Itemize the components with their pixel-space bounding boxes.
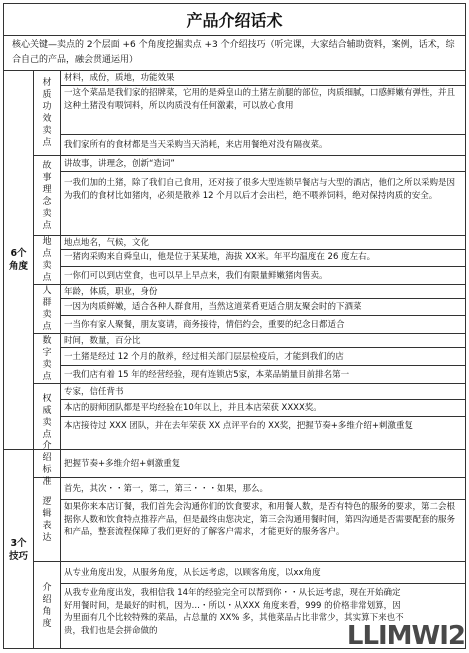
row-numbers-keywords: 时间，数量，百分比 [61, 334, 465, 348]
row-numbers-experience: 一我们店有着 15 年的经营经验，现有连锁店5家，本菜品销量目前排名第一 [61, 366, 465, 384]
category-standard: 介绍标准 [34, 450, 61, 478]
row-material-freshness: 我们家所有的食材都是当天采购当天消耗，来店用餐绝对没有隔夜菜。 [61, 135, 465, 156]
row-people-occasions: 一当你有家人聚餐，朋友宴请，商务接待，情侣约会，重要的纪念日都适合 [61, 316, 465, 334]
group-three-skills [4, 450, 34, 649]
group-three-skills-line2: 技巧 [8, 550, 28, 562]
row-angle-example: 从我专业角度出发，我相信我 14年的经验完全可以帮到你・・从长远考虑，现在开始确定好用餐时间，是最好的时机，因为…・所以・从XXX 角度来看，999 的价格非常划算，因为里面有几个比较特殊的菜品，占总量的 XX% 多，其他菜品占比非常少，其实算下来也不贵，我们也是会拼命做的 [64, 588, 404, 636]
row-angle-keywords: 从专业角度出发，从服务角度，从长远考虑，以顾客角度，以xx角度 [61, 562, 465, 584]
category-material: 材质功效卖点 [34, 71, 61, 156]
row-authority-awards: 本店接待过 XXX 团队，并在去年荣获 XX 点评平台的 XX奖，把握节奏+多维介绍+刺激重复 [61, 417, 465, 450]
watermark-logo: LLIMWI2 [346, 621, 465, 651]
row-material-example: 一这个菜品是我们家的招牌菜，它用的是舜皇山的土猪左前腿的部位，肉质细腻，口感鲜嫩有弹性，并且这种土猪没有喂饲料，所以肉质没有任何激素，可以放心食用 [61, 86, 465, 135]
row-people-example: 一因为肉质鲜嫩，适合各种人群食用，当然这道菜肴更适合朋友聚会时的下酒菜 [61, 299, 465, 316]
group-six-angles-line1: 6个 [10, 248, 27, 259]
row-region-keywords: 地点地名，气候，文化 [61, 236, 465, 250]
category-authority: 权威卖点 [34, 384, 61, 450]
row-authority-chefs: 本店的厨师团队都是平均经验在10年以上，并且本店荣获 XXXX奖。 [61, 400, 465, 417]
category-angle: 介绍角度 [34, 562, 61, 649]
category-people: 人群卖点 [34, 285, 61, 334]
row-logic-connectives: 首先，其次・・第一，第二，第三・・・如果，那么。 [61, 478, 465, 500]
row-people-keywords: 年龄，体质，职业，身份 [61, 285, 465, 299]
row-logic-example: 如果你来本店订餐，我们首先会沟通你们的饮食要求，和用餐人数，是否有特色的服务的要求，第二会根据你人数和饮食特点推荐产品，但是最终由您决定，第三会沟通用餐时间，第四沟通是否需要配套的服务和产品，整套流程保障了我们更好的了解客户需求，才能更好的服务客户。 [61, 500, 465, 562]
row-region-example: 一猪肉采购来自舜皇山，他是位于某某地，海拔 XX米。年平均温度在 26 度左右。 [61, 250, 465, 267]
group-six-angles-line2: 角度 [8, 261, 28, 272]
category-numbers: 数字卖点 [34, 334, 61, 384]
script-table [3, 3, 466, 649]
group-six-angles [4, 71, 34, 450]
category-story: 故事理念卖点 [34, 156, 61, 236]
page-title: 产品介绍话术 [4, 4, 465, 36]
row-material-keywords: 材料，成份，质地，功能效果 [61, 71, 465, 86]
row-numbers-example: 一土猪是经过 12 个月的散养，经过相关部门层层检疫后，才能到我们的店 [61, 348, 465, 366]
category-region: 地点卖点 [34, 236, 61, 285]
row-authority-keywords: 专家，信任背书 [61, 384, 465, 400]
row-story-example: 一我们加的土猪，除了我们自己食用，还对接了很多大型连锁早餐店与大型的酒店，他们之所以采购是因为我们的食材比如猪肉，必须是散养 12 个月以后才会出栏，绝不喂养饲料，绝对保持肉质的安全。 [61, 172, 465, 236]
row-region-offer: 一你们可以到店堂食，也可以早上早点来，我们有限量鲜嫩猪肉售卖。 [61, 267, 465, 285]
row-standard: 把握节奏+多维介绍+刺激重复 [61, 450, 465, 478]
category-logic: 逻辑表达 [34, 478, 61, 562]
group-three-skills-line1: 3个 [10, 537, 27, 549]
intro-text: 核心关键—卖点的 2个层面 +6 个角度挖掘卖点 +3 个介绍技巧（听完课，大家结合辅助资料，案例，话术，综合自己的产品，融会贯通运用） [4, 36, 465, 71]
row-story-keywords: 讲故事，讲理念，创新“造词” [61, 156, 465, 172]
